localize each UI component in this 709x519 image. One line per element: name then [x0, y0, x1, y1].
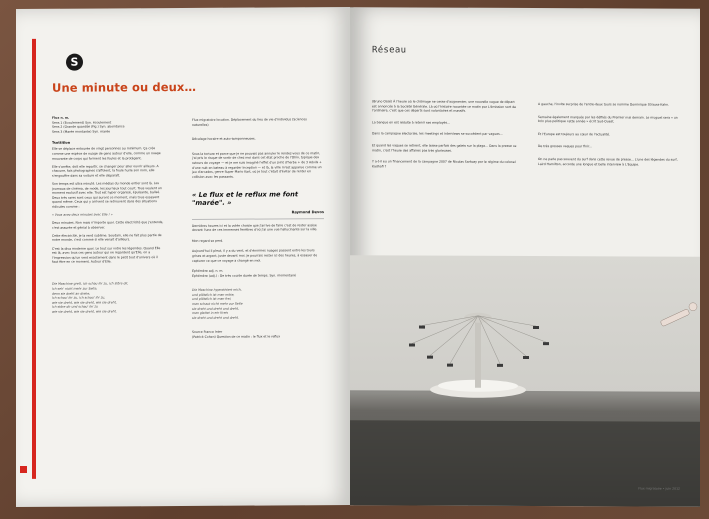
paragraph: Semaine également marquée par les défilés du Premier mai demain. Le muguet sera « un brin plus politique cette année » écrit Sud-Ouest.: [538, 114, 678, 124]
poem-line: Ich seh' nicht mehr zur Seite,: [52, 286, 98, 291]
page-title: Une minute ou deux…: [52, 79, 197, 95]
page-footer: Flux migratoire • juin 2012: [638, 486, 680, 491]
poem-line: man gleitet in ein Kreis: [192, 310, 228, 316]
paragraph: Deux minutes. Non mais n'importe quoi. Cette électricité que j'entends, c'est assurée et génial à observer.: [52, 220, 164, 230]
poem-line: wie sie dreht, wie sie dreht, wie sie dreht,: [52, 300, 117, 305]
intro-line: Décalage horaire et auto-tamponneuses.: [192, 136, 256, 142]
source-line: Source France Inter: [192, 330, 223, 335]
paragraph: Éphémère adj. n. m.: [192, 268, 224, 274]
paragraph: (Bruno Ossé) À l'heure où le chômage ne cesse d'augmenter, une nouvelle vague de départ est annoncée à la Société Générale. Là où l'histoire racontée ce matin par L'émission sort de l'ordinaire, c'est que ces départs sont volontaires et massifs.: [372, 99, 517, 113]
poem-line: Die Maschine hypnotisiert mich,: [192, 287, 242, 293]
source-line: (Patrick Cohen) Question de ce matin : le flux et le reflux: [192, 334, 281, 339]
poem-line: Ich schau' ihr zu, ich schau' ihr zu,: [52, 295, 106, 301]
red-accent-strip: [32, 39, 36, 479]
paragraph: Aujourd'hui il pleut, il y a du vent, et d'énormes nuages passent entre les tours grises et argent, juste devant moi. Je pourrais rester ici des heures, à essayer de capturer ce que ce voyage a changé en moi.: [192, 248, 318, 263]
paragraph: Dernières heures ici et la volée choisie que j'arrive de faire c'est de rester assise devant l'une de ces immenses fenêtres d'où j'ai une vue hallucinante sur la ville.: [192, 222, 318, 233]
right-column-2: [538, 102, 680, 170]
left-page: [16, 7, 350, 507]
paragraph: Mon regard se perd.: [192, 238, 224, 243]
poem-line: denn sie dreht an drehe,: [52, 291, 91, 296]
paragraph: Son temps est ultra minuté. Les médias du monde entier sont là. Les journaux de cinéma, de mode, les journaux tout court. Tous veulent un moment exclusif avec elle. Tout est hyper organisé, épuisante, balisé. Deux très rares sont ceux qui auront ce moment, mais tous essayent quand même. Ceux qui y arrivent se retrouvent dans des situations ridicules comme :: [52, 181, 162, 209]
right-page: [350, 7, 700, 507]
open-magazine: [16, 8, 700, 506]
paragraph: Elle s'arrête, doit elle repartir, se changer pour aller ouvrir ailleurs. A chacune, fais photographes s'affolent, la foule hurle son nom, elle s'engouffre dans sa voiture et elle disparaît.: [52, 163, 159, 178]
definition-line: Sens 3 (Marée montante) Syn. marée: [52, 129, 111, 134]
poem-line: Die Maschine grelt, ich schau ihr zu, ich störe dir,: [52, 281, 129, 287]
poem-line: Ich störe dir und schau' ihr zu: [52, 304, 99, 310]
poem-line: sie dreht und dreht und dreht,: [192, 306, 239, 311]
paragraph: Éphémère (adj.) : De très courte durée de temps. Syn. momentané: [192, 272, 296, 278]
quote-author: Raymond Devos: [291, 209, 324, 215]
left-column-2: [192, 117, 324, 339]
definition-line: Sens 1 (Ecoulement) Syn. écoulement: [52, 120, 112, 125]
poem-line: und plötzlich ist man frei,: [192, 297, 232, 302]
swing-carousel-illustration: [350, 255, 700, 507]
paragraph: A gauche, l'invite surprise de l'entre-deux tours se nomme Dominique Strauss-Kahn.: [538, 102, 670, 107]
paragraph: Sous la torture et parce que je ne pouvais pas annuler le rendez-vous de ce matin, j'ai pris le risque de sortir de chez moi dans cet état proche de l'Ohio, typique des retours de voyage — et je me suis imaginé l'effet d'un joint d'herbe + de 3 Advils + d'une nuit en bateau à regarder Inception — et là, la ville m'est apparue comme un jeu d'arcades, genre Super Mario Kart, où je tout c'était d'éviter de renter en collision avec les passants.: [192, 150, 322, 179]
magazine-logo: S: [66, 54, 83, 71]
left-column-1: [52, 115, 164, 314]
paragraph: Et l'Europe est toujours au cœur de l'actualité.: [538, 131, 611, 137]
paragraph: Cette électricité, je la rend sublime. Soudain, elle ne fait plus partie de notre monde, c'est comme si elle venait d'ailleurs.: [52, 233, 162, 243]
paragraph: On ne parle pas souvent du surf dans cette revue de presse... L'une des légendes du surf, Laird Hamilton, accorde une longue et belle interview à L'Equipe.: [538, 157, 678, 167]
paragraph: De très grosses vagues pour finir...: [538, 144, 592, 149]
right-column-1: [372, 99, 520, 172]
poem-line: man schaut nicht mehr zur Seite: [192, 301, 243, 307]
pull-quote: « Le flux et le reflux me font "marée". »: [192, 190, 298, 208]
paragraph: C'est la diva moderne quoi. Le tout sur votre les légendes. Quand Elle est là, avec tous ces gens autour qui ne regardent qu'Elle, on a l'impression qu'un vent exactement dans le petit tout d'univers où il faut être en ce moment. Autour d'Elle.: [52, 245, 161, 265]
paragraph: « Vous avez deux minutes avec Elle ! »: [52, 212, 113, 217]
red-corner-mark: [20, 466, 27, 473]
poem-line: sie dreht und dreht und dreht.: [192, 315, 239, 320]
poem-line: wie sie dreht, wie sie dreht, wie sie dreht.: [52, 309, 117, 314]
definition-line: Flux n. m.: [52, 115, 70, 120]
section-title: Réseau: [372, 45, 407, 56]
divider: [192, 218, 324, 219]
paragraph: Elle se déplace entourée de vingt personnes au minimum. Ça crée comme une espèce de nuage de gens autour d'elle, comme un nuage mouvante de corps qui forment les foules et la protègent.: [52, 146, 161, 161]
paragraph: La banque en est réduite à retenir ses employés...: [372, 120, 451, 125]
definition: Flux migratoire locution. Déplacement du lieu de vie d'individus (Sciences naturelles): [192, 117, 307, 127]
paragraph: Dans la campagne électorale, les meetings et interviews se succèdent par vagues...: [372, 131, 503, 137]
paragraph: Y a-t-il eu un financement de la campagne 2007 de Nicolas Sarkozy par le régime du colonel Kadhafi ?: [372, 159, 516, 169]
paragraph: Et quand les vagues se retirent, elle laisse parfois des galets sur la plage... Dans la presse ce matin, c'est l'heure des affaires pas très glorieuses.: [372, 143, 517, 153]
poem-line: und plötzlich ist man mitte,: [192, 292, 235, 297]
definition-line: Sens 2 (Grande quantité (Fig.) Syn. abondance: [52, 124, 125, 129]
section-heading: Tsottitlon: [52, 141, 71, 146]
carousel-photo: [350, 255, 700, 507]
